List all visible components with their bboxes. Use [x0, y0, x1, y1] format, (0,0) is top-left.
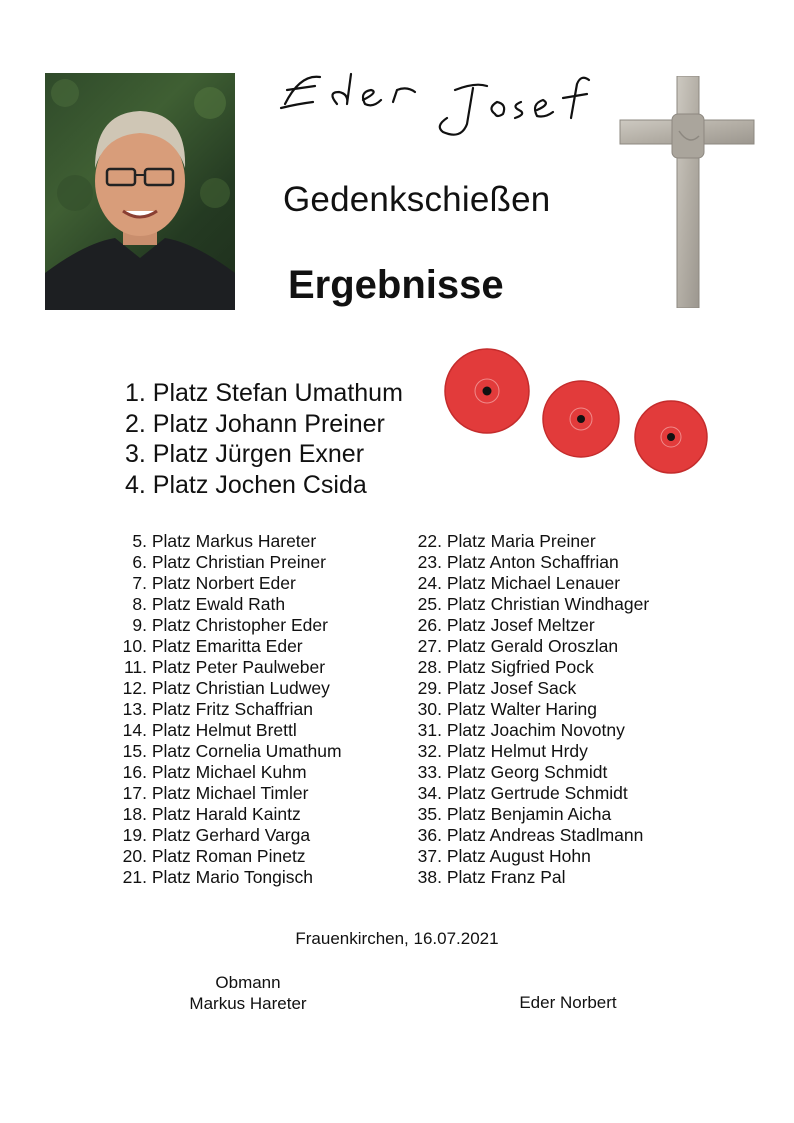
place-number: 26. [417, 615, 442, 635]
place-name: Platz Walter Haring [446, 699, 597, 719]
place-number: 32. [417, 741, 442, 761]
signatory-right: Eder Norbert [519, 993, 617, 1012]
top-places-list [125, 378, 403, 500]
place-name: Platz Ewald Rath [151, 594, 286, 614]
list-item [117, 825, 342, 846]
place-name: Platz Christopher Eder [151, 615, 328, 635]
place-name: Platz August Hohn [446, 846, 591, 866]
place-name: Platz Michael Kuhm [151, 762, 307, 782]
stone-cross-image [617, 76, 757, 308]
place-name: Platz Harald Kaintz [151, 804, 301, 824]
list-item [410, 867, 649, 888]
list-item [117, 804, 342, 825]
list-item [410, 699, 649, 720]
place-name: Platz Christian Ludwey [151, 678, 330, 698]
place-number: 8. [132, 594, 147, 614]
list-item [117, 762, 342, 783]
list-item [410, 657, 649, 678]
place-number: 33. [417, 762, 442, 782]
place-name: Platz Franz Pal [446, 867, 566, 887]
places-list-left [117, 531, 342, 888]
place-number: 36. [417, 825, 442, 845]
place-name: Platz Maria Preiner [446, 531, 596, 551]
signatory-left [148, 972, 348, 1014]
list-item [410, 846, 649, 867]
place-number: 20. [122, 846, 147, 866]
list-item [410, 573, 649, 594]
place-name: Platz Christian Windhager [446, 594, 650, 614]
places-list-right [410, 531, 649, 888]
place-name: Platz Cornelia Umathum [151, 741, 342, 761]
handwritten-signature [275, 62, 595, 152]
place-name: Platz Josef Meltzer [446, 615, 595, 635]
list-item: 3. Platz Jürgen Exner [125, 440, 365, 468]
place-number: 10. [122, 636, 147, 656]
place-name: Platz Michael Timler [151, 783, 309, 803]
place-number: 38. [417, 867, 442, 887]
list-item [117, 573, 342, 594]
list-item [117, 636, 342, 657]
place-name: Platz Benjamin Aicha [446, 804, 612, 824]
place-name: Platz Michael Lenauer [446, 573, 621, 593]
place-number: 13. [122, 699, 147, 719]
list-item [410, 762, 649, 783]
place-number: 19. [122, 825, 147, 845]
place-number: 37. [417, 846, 442, 866]
list-item [410, 678, 649, 699]
place-number: 14. [122, 720, 147, 740]
place-number: 35. [417, 804, 442, 824]
place-number: 28. [417, 657, 442, 677]
list-item [410, 720, 649, 741]
list-item [410, 594, 649, 615]
place-number: 15. [122, 741, 147, 761]
subtitle: Gedenkschießen [283, 180, 551, 219]
place-name: Platz Emaritta Eder [151, 636, 303, 656]
place-name: Platz Roman Pinetz [151, 846, 306, 866]
list-item [117, 720, 342, 741]
place-name: Platz Helmut Brettl [151, 720, 297, 740]
signatory-role: Obmann [215, 973, 281, 992]
place-number: 21. [122, 867, 147, 887]
place-number: 18. [122, 804, 147, 824]
list-item [410, 531, 649, 552]
list-item [117, 594, 342, 615]
place-number: 30. [417, 699, 442, 719]
place-name: Platz Anton Schaffrian [446, 552, 619, 572]
list-item: 2. Platz Johann Preiner [125, 409, 385, 438]
list-item [410, 804, 649, 825]
place-name: Platz Peter Paulweber [151, 657, 326, 677]
place-name: Platz Markus Hareter [151, 531, 317, 551]
place-name: Platz Gerhard Varga [151, 825, 311, 845]
place-name: Platz Fritz Schaffrian [151, 699, 313, 719]
list-item [117, 552, 342, 573]
place-name: Platz Gerald Oroszlan [446, 636, 619, 656]
place-number: 22. [417, 531, 442, 551]
place-number: 9. [132, 615, 147, 635]
place-number: 5. [132, 531, 147, 551]
list-item [117, 867, 342, 888]
place-name: Platz Norbert Eder [151, 573, 296, 593]
signatory-name: Markus Hareter [189, 994, 307, 1013]
list-item [117, 678, 342, 699]
place-number: 31. [417, 720, 442, 740]
place-number: 12. [122, 678, 147, 698]
list-item: 4. Platz Jochen Csida [125, 470, 367, 499]
place-name: Platz Mario Tongisch [151, 867, 314, 887]
list-item [117, 531, 342, 552]
place-name: Platz Christian Preiner [151, 552, 326, 572]
place-number: 17. [122, 783, 147, 803]
list-item [117, 783, 342, 804]
shooting-targets-image [440, 345, 720, 485]
list-item [117, 657, 342, 678]
list-item: 1. Platz Stefan Umathum [125, 379, 403, 407]
list-item [410, 825, 649, 846]
place-name: Platz Joachim Novotny [446, 720, 625, 740]
place-number: 25. [417, 594, 442, 614]
portrait-photo [45, 73, 235, 310]
place-name: Platz Andreas Stadlmann [446, 825, 644, 845]
place-number: 23. [417, 552, 442, 572]
place-number: 29. [417, 678, 442, 698]
place-number: 11. [123, 657, 147, 677]
place-number: 34. [417, 783, 442, 803]
place-name: Platz Helmut Hrdy [446, 741, 588, 761]
list-item [117, 741, 342, 762]
place-name: Platz Gertrude Schmidt [446, 783, 628, 803]
list-item [117, 615, 342, 636]
list-item [410, 783, 649, 804]
place-number: 27. [417, 636, 442, 656]
place-name: Platz Georg Schmidt [446, 762, 608, 782]
list-item [410, 615, 649, 636]
place-and-date: Frauenkirchen, 16.07.2021 [295, 929, 499, 948]
list-item [410, 552, 649, 573]
place-name: Platz Sigfried Pock [446, 657, 594, 677]
place-number: 16. [122, 762, 147, 782]
place-number: 24. [417, 573, 442, 593]
list-item [410, 741, 649, 762]
page-title: Ergebnisse [288, 263, 504, 307]
list-item [117, 846, 342, 867]
place-number: 6. [132, 552, 147, 572]
place-name: Platz Josef Sack [446, 678, 577, 698]
place-number: 7. [132, 573, 147, 593]
list-item [410, 636, 649, 657]
list-item [117, 699, 342, 720]
